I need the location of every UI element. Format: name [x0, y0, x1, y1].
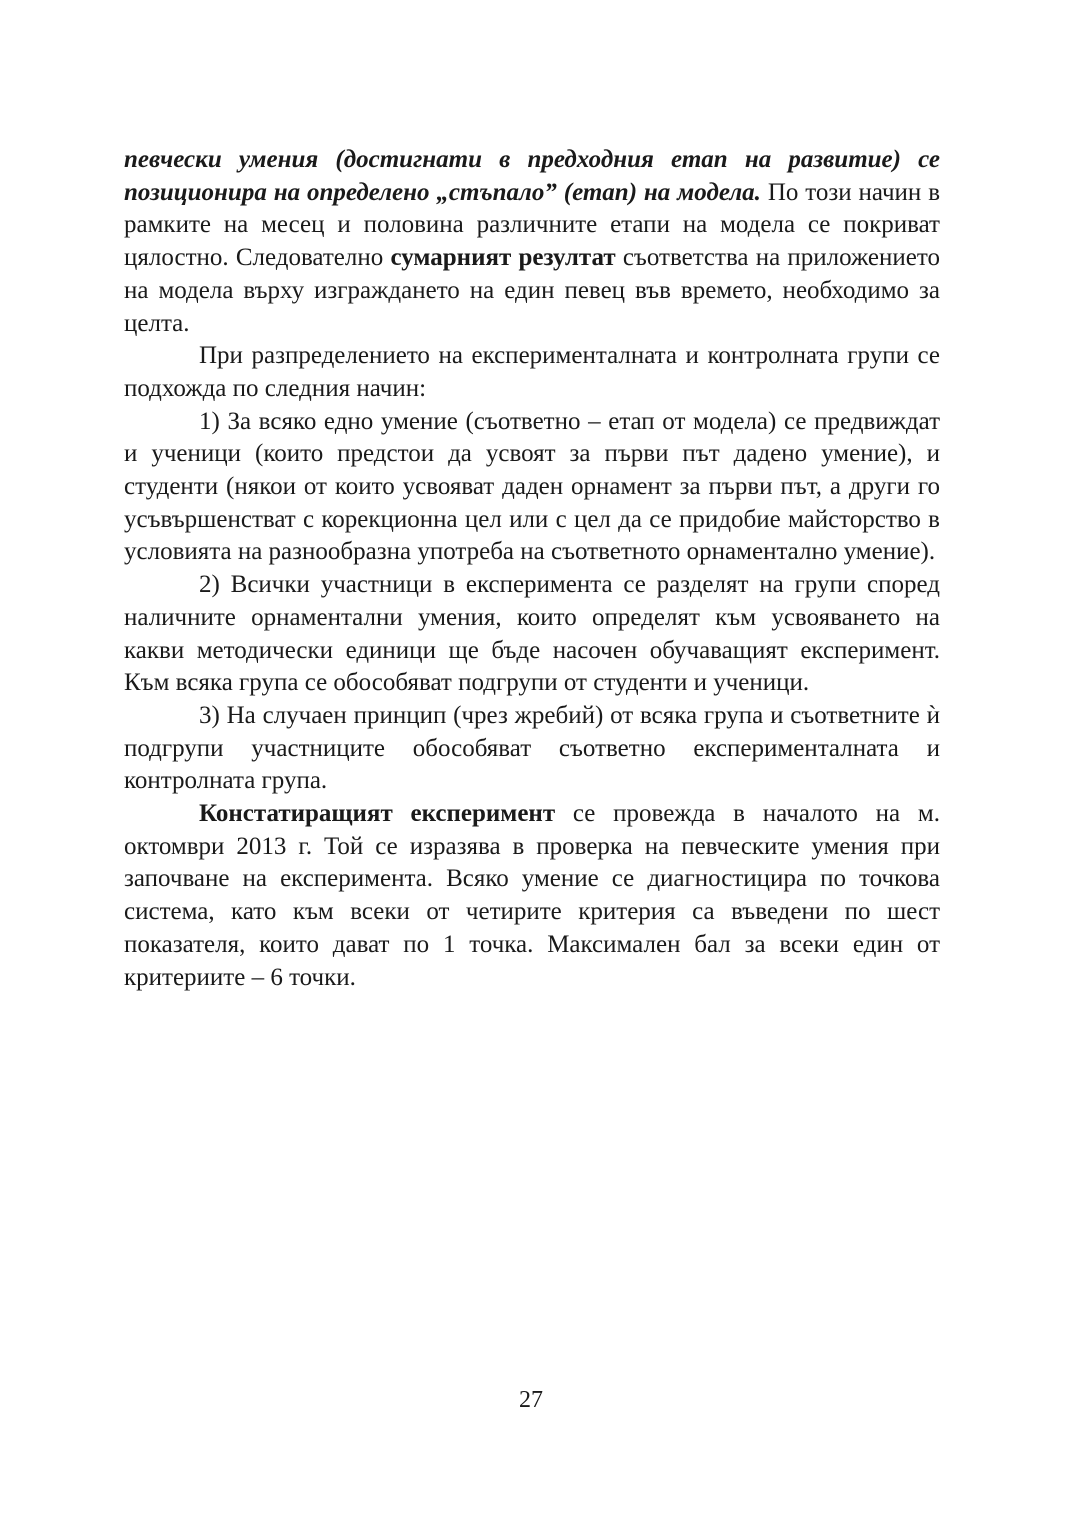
paragraph-text: По този начин в рамките на месец и половина различните етапи на модела се покриват цялостно. Следователно: [124, 178, 941, 272]
list-item-1: 1) За всяко едно умение (съответно – етап от модела) се предвиждат и ученици (които предстои да усвоят за първи път дадено умение), и студенти (някои от които усвояват даден орнамент за първи път, а други го усъвършенстват с корекционна цел или с цел да се придобие майсторство в условията на разнообразна употреба на съответното орнаментално умение).: [124, 407, 940, 566]
paragraph-text: съответства на приложението на модела върху изграждането на един певец във времето, необходимо за целта.: [124, 244, 940, 337]
list-item-3: 3) На случаен принцип (чрез жребий) от всяка група и съответните ѝ подгрупи участниците обособяват съответно експерименталната и контролната група.: [124, 701, 940, 795]
page-body: [124, 144, 940, 994]
list-item-2: 2) Всички участници в експеримента се разделят на групи според наличните орнаментални умения, които определят към усвояването на какви методически единици ще бъде насочен обучаващият експеримент. Към всяка група се обособяват подгрупи от студенти и ученици.: [124, 571, 940, 697]
paragraph-1: [124, 144, 940, 340]
page-number: 27: [519, 1387, 543, 1413]
emphasis-bold-italic: певчески умения (достигнати в предходния етап на развитие) се позиционира на определено „стъпало” (етап) на модела.: [124, 146, 940, 206]
paragraph-2: При разпределението на експерименталната и контролната групи се подхожда по следния начин:: [124, 342, 940, 402]
paragraph-text: се провежда в началото на м. октомври 2013 г. Той се изразява в проверка на певческите умения при започване на експеримента. Всяко умение се диагностицира по точкова система, като към всеки от четирите критерия са въведени по шест показателя, които дават по 1 точка. Максимален бал за всеки един от критериите – 6 точки.: [124, 800, 940, 991]
emphasis-bold: сумарният резултат: [390, 244, 616, 272]
paragraph-3: [124, 798, 940, 994]
emphasis-bold: Констатиращият експеримент: [199, 800, 556, 828]
